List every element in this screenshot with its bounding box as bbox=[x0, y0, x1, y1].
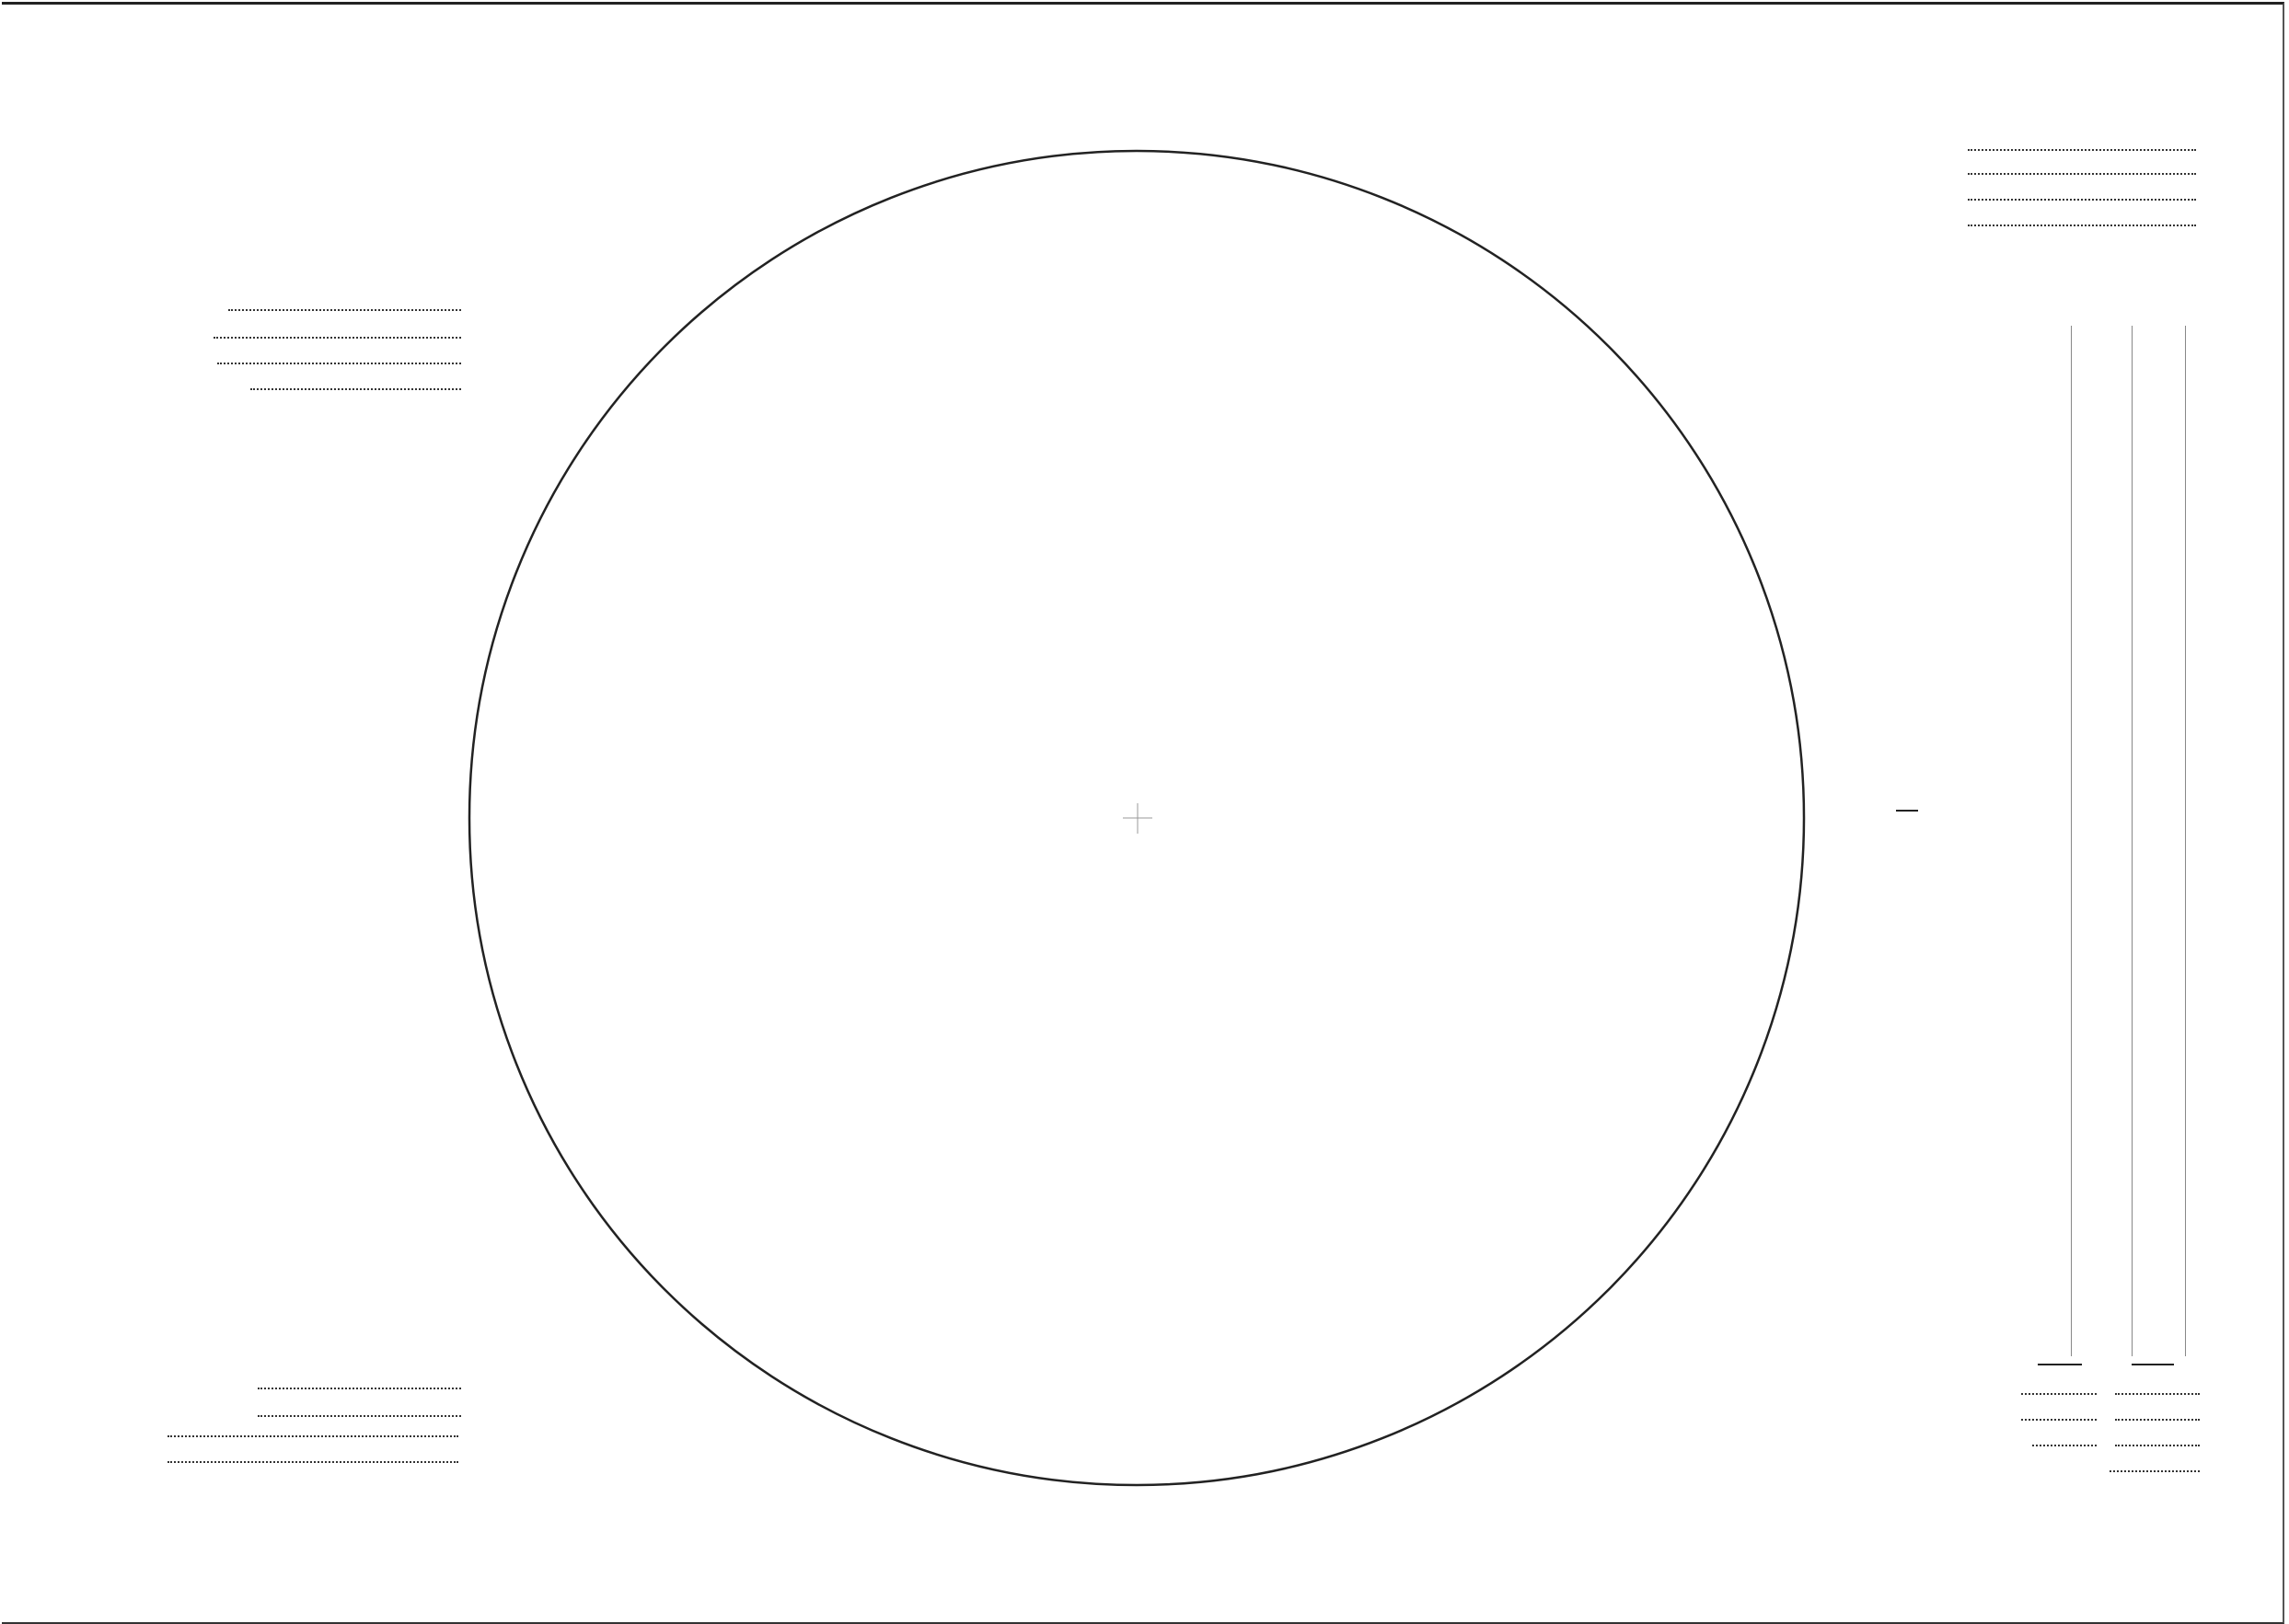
quality-row bbox=[162, 1369, 461, 1391]
comment-row bbox=[162, 1397, 461, 1419]
date-row bbox=[162, 291, 461, 313]
day-row bbox=[162, 318, 461, 340]
no-row bbox=[1929, 131, 2196, 153]
lo-row bbox=[1929, 206, 2196, 228]
time-row bbox=[162, 344, 461, 366]
observer-row bbox=[162, 370, 461, 392]
p-row bbox=[1929, 155, 2196, 177]
bo-row bbox=[1929, 180, 2196, 202]
